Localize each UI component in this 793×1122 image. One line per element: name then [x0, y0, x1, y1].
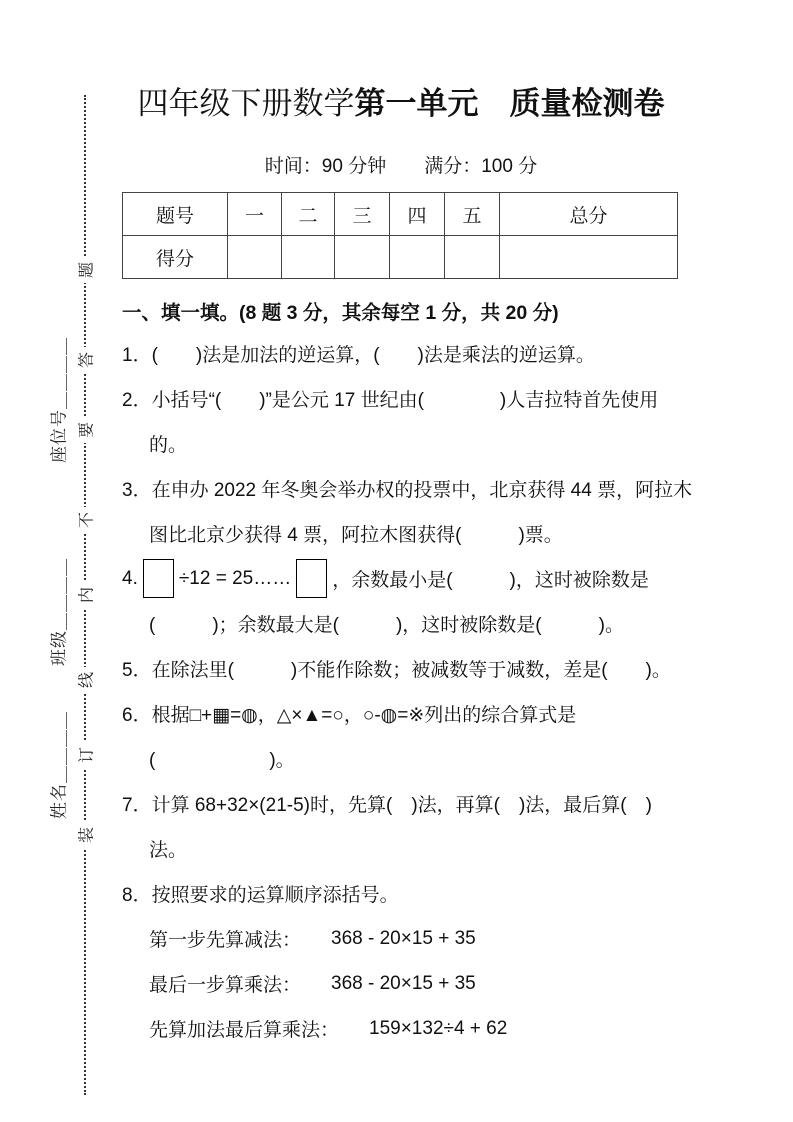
- score-table-empty-cell: [445, 236, 500, 279]
- question-2-line-2: 的。: [149, 435, 188, 456]
- score-table-cell-part2: 二: [282, 193, 335, 236]
- score-table-cell-part3: 三: [335, 193, 390, 236]
- question-3-line-1: 3．在申办 2022 年冬奥会举办权的投票中，北京获得 44 票，阿拉木: [122, 480, 693, 501]
- question-4-number: 4.: [122, 567, 138, 589]
- question-8-sub-1-expression: 368 - 20×15 + 35: [331, 927, 476, 949]
- section-1-heading: 一、填一填。(8 题 3 分，其余每空 1 分，共 20 分): [122, 302, 559, 324]
- score-table-empty-cell: [500, 236, 678, 279]
- question-7-line-1: 7．计算 68+32×(21-5)时，先算( )法，再算( )法，最后算( ): [122, 795, 652, 816]
- question-8-sub-3-label: 先算加法最后算乘法：: [149, 1020, 340, 1041]
- seat-number-label: 座位号＿＿＿＿: [49, 337, 69, 463]
- time-and-score-info: 时间：90 分钟 满分：100 分: [264, 156, 538, 177]
- score-table-empty-cell: [228, 236, 282, 279]
- answer-box: [296, 559, 327, 598]
- question-8-sub-3: [122, 1006, 680, 1051]
- score-table-header-row: [123, 193, 678, 236]
- score-table-cell-total: 总分: [500, 193, 678, 236]
- question-8-sub-1: [122, 916, 680, 961]
- binding-line-char: 题: [74, 257, 97, 283]
- question-8-sub-2-label: 最后一步算乘法：: [149, 975, 302, 996]
- question-8-sub-3-expression: 159×132÷4 + 62: [369, 1017, 508, 1039]
- score-table-cell-part1: 一: [228, 193, 282, 236]
- question-6-line-2: ( )。: [149, 750, 295, 771]
- score-table: [122, 192, 678, 279]
- question-5: 5．在除法里( )不能作除数；被减数等于减数，差是( )。: [122, 660, 671, 681]
- question-4-line-1: [122, 556, 680, 601]
- question-8-intro: 8．按照要求的运算顺序添括号。: [122, 885, 399, 906]
- score-table-cell-part5: 五: [445, 193, 500, 236]
- question-4-tail-text: ，余数最小是( )，这时被除数是: [332, 570, 649, 591]
- name-label: 姓名＿＿＿＿: [49, 711, 69, 819]
- question-3-line-2: 图比北京少获得 4 票，阿拉木图获得( )票。: [149, 525, 563, 546]
- question-8-sub-2-expression: 368 - 20×15 + 35: [331, 972, 476, 994]
- binding-line-char: 内: [74, 582, 97, 608]
- paper-content: [122, 70, 693, 1051]
- question-6-line-1: 6．根据□+▦=◍，△×▲=○，○-◍=※列出的综合算式是: [122, 705, 577, 726]
- binding-line-char: 订: [74, 742, 97, 768]
- title-regular-part: 四年级下册数学: [137, 86, 355, 121]
- score-table-cell-score-label: 得分: [123, 236, 228, 279]
- question-4-line-2: ( )；余数最大是( )，这时被除数是( )。: [149, 615, 624, 636]
- page-title: [122, 78, 680, 123]
- question-8-sub-2: [122, 961, 680, 1006]
- question-4-middle-text: ÷12 = 25……: [178, 567, 292, 589]
- question-8-sub-1-label: 第一步先算减法：: [149, 930, 302, 951]
- binding-line-char: 要: [74, 417, 97, 443]
- score-table-cell-part4: 四: [390, 193, 445, 236]
- answer-box: [143, 559, 174, 598]
- class-label: 班级＿＿＿＿: [49, 558, 69, 666]
- score-table-score-row: [123, 236, 678, 279]
- title-bold-part: 第一单元 质量检测卷: [354, 86, 665, 121]
- question-7-line-2: 法。: [149, 840, 188, 861]
- binding-line-char: 装: [74, 822, 97, 848]
- score-table-empty-cell: [335, 236, 390, 279]
- score-table-empty-cell: [390, 236, 445, 279]
- question-2-line-1: 2．小括号“( )”是公元 17 世纪由( )人吉拉特首先使用: [122, 390, 659, 411]
- score-table-cell-question-no: 题号: [123, 193, 228, 236]
- question-1: 1．( )法是加法的逆运算，( )法是乘法的逆运算。: [122, 345, 595, 366]
- binding-line-char: 不: [74, 507, 97, 533]
- binding-line-char: 答: [74, 347, 97, 373]
- score-table-empty-cell: [282, 236, 335, 279]
- binding-line-char: 线: [74, 667, 97, 693]
